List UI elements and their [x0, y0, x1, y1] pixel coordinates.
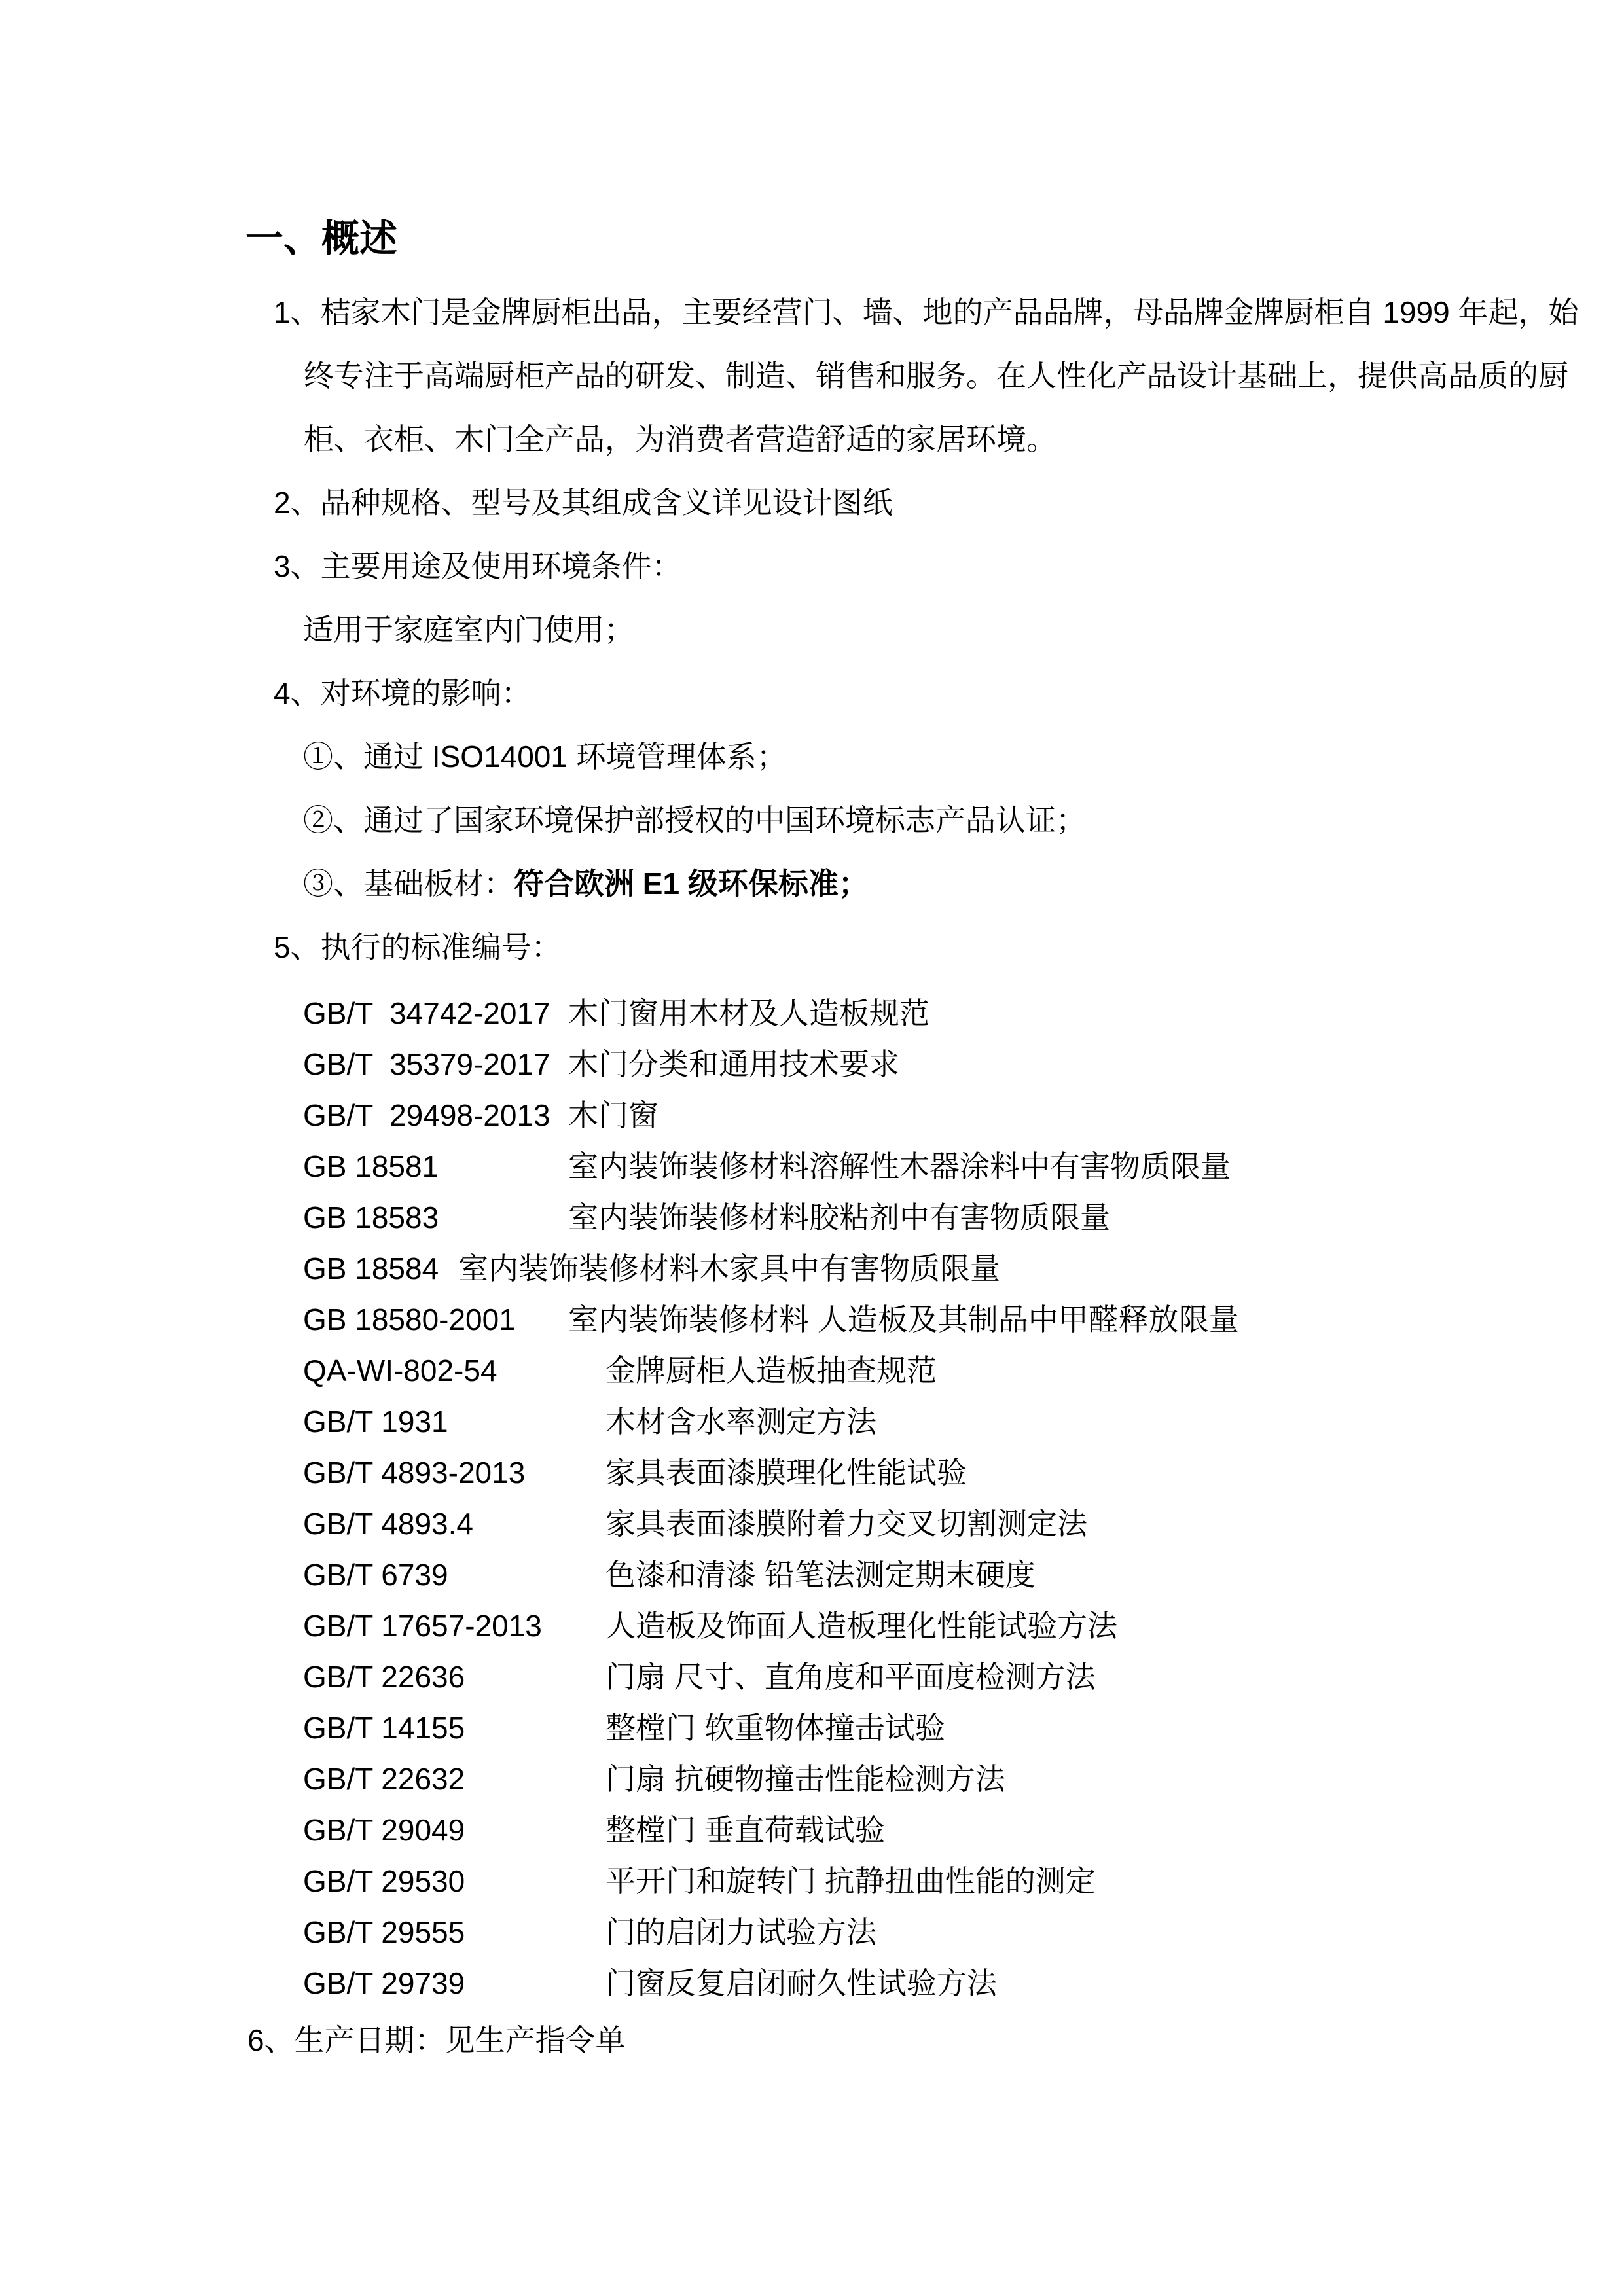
- item-6: 6、生产日期：见生产指令单: [247, 2023, 626, 2057]
- item-4-sub-2: ②、通过了国家环境保护部授权的中国环境标志产品认证；: [303, 803, 1086, 837]
- standard-code: GB/T 17657-2013: [303, 1609, 542, 1643]
- standard-row: [303, 1243, 1624, 1294]
- standard-row: [303, 1090, 1624, 1141]
- standard-row: [303, 1856, 1624, 1907]
- item-4-sub-3-bold-text: 符合欧洲 E1 级环保标准；: [514, 867, 869, 901]
- standard-code: GB/T 4893-2013: [303, 1456, 526, 1490]
- standard-code: GB/T 29530: [303, 1864, 465, 1898]
- standard-title: 平开门和旋转门 抗静扭曲性能的测定: [605, 1864, 1096, 1898]
- standard-row: [303, 1498, 1624, 1549]
- standard-row: [303, 1396, 1624, 1447]
- standard-code: GB/T 6739: [303, 1558, 448, 1592]
- item-1-line-2: 终专注于高端厨柜产品的研发、制造、销售和服务。在人性化产品设计基础上，提供高品质的厨: [304, 359, 1568, 393]
- standard-title: 木门窗用木材及人造板规范: [568, 996, 929, 1030]
- standard-code: GB/T 22636: [303, 1660, 465, 1694]
- standard-code: GB/T 29049: [303, 1813, 465, 1847]
- item-3-detail: 适用于家庭室内门使用；: [303, 613, 634, 647]
- standard-title: 室内装饰装修材料胶粘剂中有害物质限量: [568, 1200, 1110, 1234]
- standard-row: [303, 1753, 1624, 1804]
- item-3: 3、主要用途及使用环境条件：: [274, 549, 682, 583]
- standard-title: 门扇 抗硬物撞击性能检测方法: [605, 1762, 1005, 1796]
- standard-code: GB/T 1931: [303, 1405, 448, 1439]
- standard-title: 木门分类和通用技术要求: [568, 1047, 899, 1081]
- standard-title: 室内装饰装修材料溶解性木器涂料中有害物质限量: [568, 1149, 1231, 1183]
- standard-code: GB 18584: [303, 1251, 439, 1285]
- item-4-sub-3-prefix: ③、基础板材：: [303, 867, 514, 901]
- standards-list: [0, 988, 1624, 2009]
- standard-title: 色漆和清漆 铅笔法测定期末硬度: [605, 1558, 1036, 1592]
- standard-row: [303, 1600, 1624, 1651]
- standard-title: 门窗反复启闭耐久性试验方法: [605, 1966, 997, 2000]
- standard-code: GB 18581: [303, 1149, 439, 1183]
- standard-title: 人造板及饰面人造板理化性能试验方法: [605, 1609, 1117, 1643]
- item-1-line-3: 柜、衣柜、木门全产品，为消费者营造舒适的家居环境。: [304, 422, 1056, 456]
- standard-code: GB/T 34742-2017: [303, 996, 550, 1030]
- standard-row: [303, 1702, 1624, 1753]
- standard-code: GB/T 4893.4: [303, 1507, 473, 1541]
- standard-row: [303, 1958, 1624, 2009]
- standard-code: GB/T 29498-2013: [303, 1098, 550, 1132]
- standard-code: GB 18583: [303, 1200, 439, 1234]
- standard-title: 家具表面漆膜理化性能试验: [605, 1456, 967, 1490]
- standard-title: 家具表面漆膜附着力交叉切割测定法: [605, 1507, 1087, 1541]
- standard-title: 室内装饰装修材料 人造板及其制品中甲醛释放限量: [568, 1302, 1239, 1336]
- standard-code: GB/T 14155: [303, 1711, 465, 1745]
- item-5: 5、执行的标准编号：: [274, 930, 562, 964]
- standard-row: [303, 1039, 1624, 1090]
- standard-row: [303, 988, 1624, 1039]
- standard-code: GB/T 29555: [303, 1915, 465, 1949]
- standard-title: 整樘门 软重物体撞击试验: [605, 1711, 945, 1745]
- item-4-sub-3: [303, 852, 1624, 916]
- standard-title: 门扇 尺寸、直角度和平面度检测方法: [605, 1660, 1096, 1694]
- standard-row: [303, 1804, 1624, 1856]
- section-heading: 一、概述: [245, 217, 398, 260]
- item-2: 2、品种规格、型号及其组成含义详见设计图纸: [274, 486, 893, 520]
- standard-title: 整樘门 垂直荷载试验: [605, 1813, 885, 1847]
- standard-code: GB 18580-2001: [303, 1302, 516, 1336]
- standard-row: [303, 1907, 1624, 1958]
- standard-row: [303, 1651, 1624, 1702]
- standard-title: 木材含水率测定方法: [605, 1405, 876, 1439]
- standard-title: 门的启闭力试验方法: [605, 1915, 876, 1949]
- item-4-sub-1: ①、通过 ISO14001 环境管理体系；: [303, 740, 787, 774]
- standard-code: GB/T 22632: [303, 1762, 465, 1796]
- standard-row: [303, 1192, 1624, 1243]
- item-1-line-1: 1、桔家木门是金牌厨柜出品，主要经营门、墙、地的产品品牌，母品牌金牌厨柜自 1999 年起，始: [274, 295, 1579, 329]
- standard-title: 金牌厨柜人造板抽查规范: [605, 1354, 937, 1388]
- standard-row: [303, 1294, 1624, 1345]
- standard-row: [303, 1447, 1624, 1498]
- standard-row: [303, 1141, 1624, 1192]
- item-4: 4、对环境的影响：: [274, 676, 532, 710]
- standard-code: QA-WI-802-54: [303, 1354, 497, 1388]
- standard-row: [303, 1549, 1624, 1600]
- standard-title: 室内装饰装修材料木家具中有害物质限量: [458, 1251, 1000, 1285]
- standard-title: 木门窗: [568, 1098, 659, 1132]
- standard-row: [303, 1345, 1624, 1396]
- standard-code: GB/T 35379-2017: [303, 1047, 550, 1081]
- standard-code: GB/T 29739: [303, 1966, 465, 2000]
